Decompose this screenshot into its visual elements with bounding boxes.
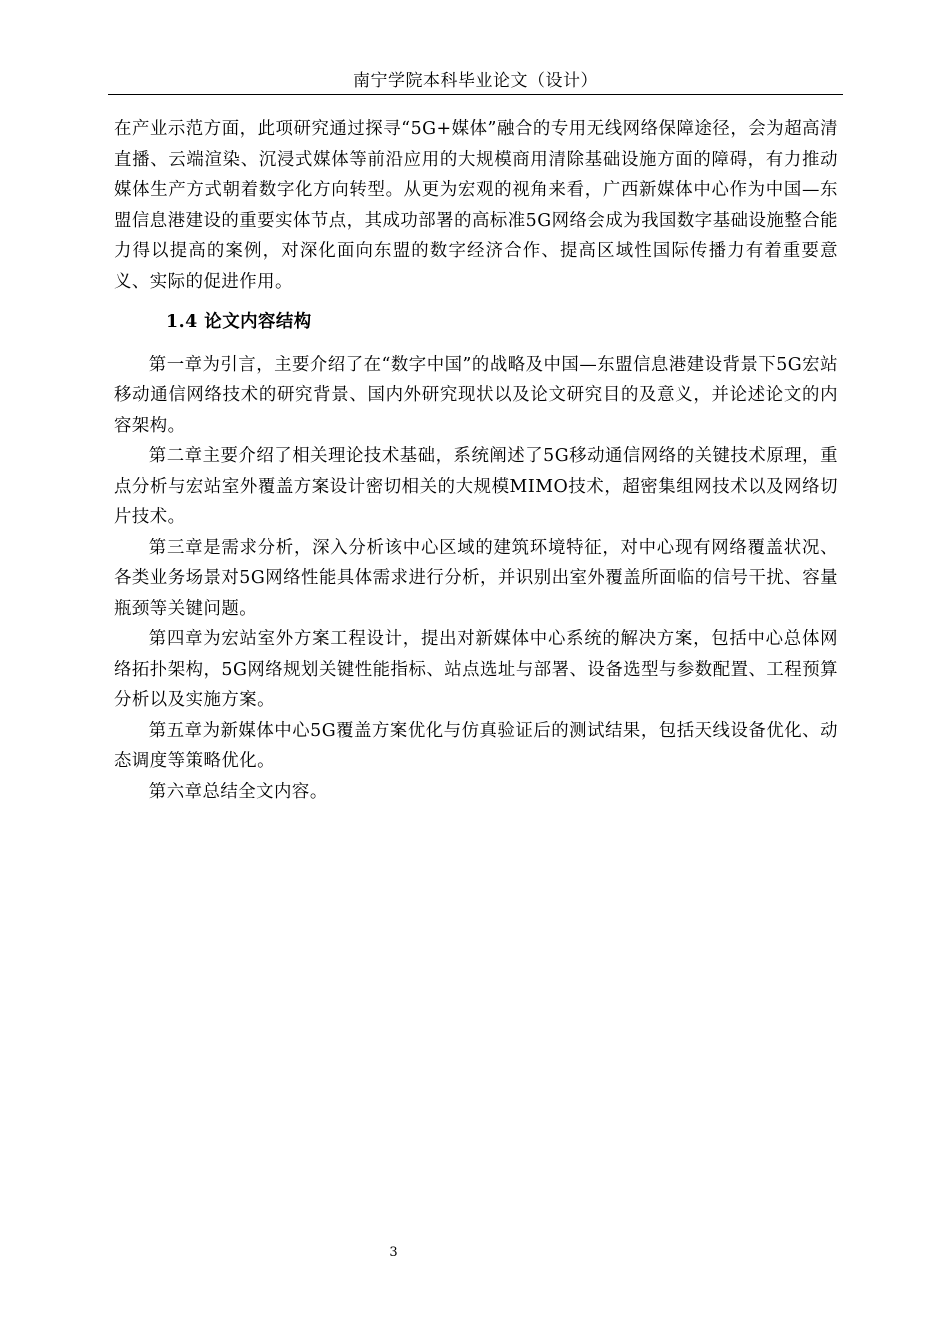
chapter-3-summary: 第三章是需求分析，深入分析该中心区域的建筑环境特征，对中心现有网络覆盖状况、各类业务场景对5G网络性能具体需求进行分析，并识别出室外覆盖所面临的信号干扰、容量瓶颈等关键问题。 [114, 537, 838, 619]
chapter-6-summary: 第六章总结全文内容。 [148, 781, 328, 802]
chapter-2-summary: 第二章主要介绍了相关理论技术基础，系统阐述了5G移动通信网络的关键技术原理，重点分析与宏站室外覆盖方案设计密切相关的大规模MIMO技术，超密集组网技术以及网络切片技术。 [114, 446, 838, 527]
page-header [108, 68, 843, 95]
document-body [114, 114, 838, 807]
chapter-5-summary: 第五章为新媒体中心5G覆盖方案优化与仿真验证后的测试结果，包括天线设备优化、动态调度等策略优化。 [114, 720, 838, 771]
section-heading: 1.4 论文内容结构 [166, 312, 312, 332]
page-number: 3 [389, 1245, 398, 1260]
chapter-4-summary: 第四章为宏站室外方案工程设计，提出对新媒体中心系统的解决方案，包括中心总体网络拓扑架构，5G网络规划关键性能指标、站点选址与部署、设备选型与参数配置、工程预算分析以及实施方案。 [114, 629, 838, 710]
header-title: 南宁学院本科毕业论文（设计） [353, 71, 598, 91]
chapter-1-summary: 第一章为引言，主要介绍了在“数字中国”的战略及中国—东盟信息港建设背景下5G宏站移动通信网络技术的研究背景、国内外研究现状以及论文研究目的及意义，并论述论文的内容架构。 [114, 354, 838, 436]
intro-paragraph: 在产业示范方面，此项研究通过探寻“5G+媒体”融合的专用无线网络保障途径，会为超高清直播、云端渲染、沉浸式媒体等前沿应用的大规模商用清除基础设施方面的障碍，有力推动媒体生产方式朝着数字化方向转型。从更为宏观的视角来看，广西新媒体中心作为中国—东盟信息港建设的重要实体节点，其成功部署的高标准5G网络会成为我国数字基础设施整合能力得以提高的案例，对深化面向东盟的数字经济合作、提高区域性国际传播力有着重要意义、实际的促进作用。 [114, 119, 838, 292]
